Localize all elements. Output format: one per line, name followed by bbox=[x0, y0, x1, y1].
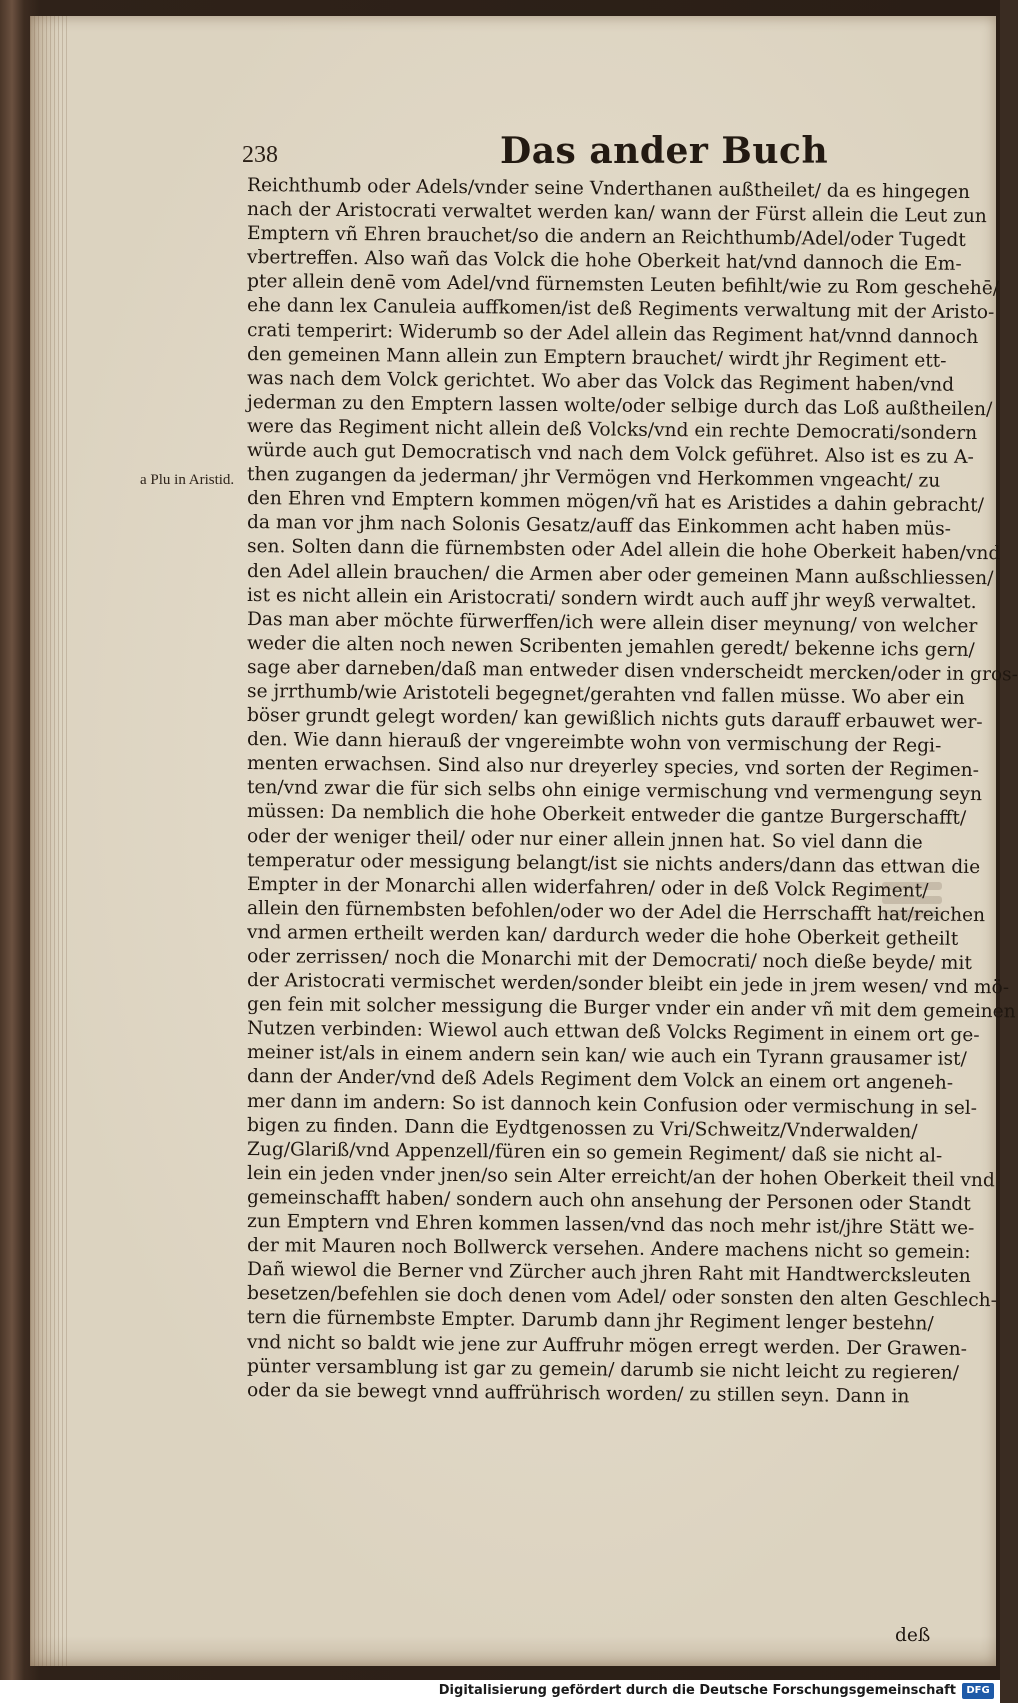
text-line: then zugangen da jederman/ jhr Vermögen vnd Herkommen vngeacht/ zu bbox=[246, 464, 941, 492]
page-header bbox=[230, 118, 920, 178]
text-line: den Ehren vnd Emptern kommen mögen/vñ hat es Aristides a dahin gebracht/ bbox=[246, 488, 985, 517]
text-line: oder zerrissen/ noch die Monarchi mit der Democrati/ noch dieße beyde/ mit bbox=[246, 946, 972, 974]
text-line: tern die fürnembste Empter. Darumb dann jhr Regiment lenger bestehn/ bbox=[246, 1307, 934, 1335]
text-line: der Aristocrati vermischet werden/sonder bleibt ein jede in jrem wesen/ vnd mö- bbox=[246, 970, 1010, 999]
text-line: ehe dann lex Canuleia auffkomen/ist deß Regiments verwaltung mit der Aristo- bbox=[246, 295, 995, 324]
margin-note: a Plu in Aristid. bbox=[140, 472, 235, 488]
text-line: der mit Mauren noch Bollwerck versehen. Andere machens nicht so gemein: bbox=[246, 1235, 971, 1264]
text-line: weder die alten noch newen Scribenten jemahlen geredt/ bekenne ichs gern/ bbox=[246, 632, 975, 661]
text-line: vbertreffen. Also wañ das Volck die hohe Oberkeit hat/vnd dannoch die Em- bbox=[246, 247, 962, 276]
text-line: were das Regiment nicht allein deß Volcks/vnd ein rechte Democrati/sondern bbox=[246, 415, 978, 444]
text-line: crati temperirt: Widerumb so der Adel allein das Regiment hat/vnnd dannoch bbox=[246, 319, 979, 348]
text-line: allein den fürnembsten befohlen/oder wo der Adel die Herrschafft hat/reichen bbox=[246, 897, 986, 926]
text-line: den. Wie dann hierauß der vngereimbte wohn von vermischung der Regi- bbox=[246, 729, 942, 757]
running-head: Das ander Buch bbox=[500, 130, 829, 172]
text-line: jederman zu den Emptern lassen wolte/oder selbige durch das Loß außtheilen/ bbox=[246, 391, 993, 420]
text-line: böser grundt gelegt worden/ kan gewißlich nichts guts darauff erbauwet wer- bbox=[246, 705, 983, 734]
text-line: oder der weniger theil/ oder nur einer allein jnnen hat. So viel dann die bbox=[246, 825, 923, 854]
text-line: Reichthumb oder Adels/vnder seine Vnderthanen außtheilet/ da es hingegen bbox=[246, 175, 970, 203]
text-line: den Adel allein brauchen/ die Armen aber oder gemeinen Mann außschliessen/ bbox=[246, 560, 994, 589]
text-line: Dañ wiewol die Berner vnd Zürcher auch jhren Raht mit Handtwercksleuten bbox=[246, 1259, 971, 1288]
digitization-credit: Digitalisierung gefördert durch die Deutsche Forschungsgemeinschaft bbox=[438, 1683, 956, 1698]
text-line: temperatur oder messigung belangt/ist sie nichts anders/dann das ettwan die bbox=[246, 849, 981, 878]
text-line: se jrrthumb/wie Aristoteli begegnet/gerahten vnd fallen müsse. Wo aber ein bbox=[246, 680, 965, 709]
text-line: Zug/Glariß/vnd Appenzell/füren ein so gemein Regiment/ daß sie nicht al- bbox=[246, 1138, 943, 1167]
footer-bar bbox=[0, 1680, 1000, 1703]
text-line: den gemeinen Mann allein zun Emptern brauchet/ wirdt jhr Regiment ett- bbox=[246, 343, 947, 372]
text-line: gen fein mit solcher messigung die Burger vnder ein ander vñ mit dem gemeinen bbox=[246, 994, 1016, 1023]
text-line: gemeinschafft haben/ sondern auch ohn ansehung der Personen oder Standt bbox=[246, 1186, 971, 1215]
text-line: dann der Ander/vnd deß Adels Regiment dem Volck an einem ort angeneh- bbox=[246, 1066, 954, 1095]
page-edge-strip bbox=[30, 16, 70, 1666]
text-line: Emptern vñ Ehren brauchet/so die andern an Reichthumb/Adel/oder Tugedt bbox=[246, 223, 966, 252]
body-text bbox=[246, 174, 1018, 1408]
text-line: besetzen/befehlen sie doch denen vom Adel/ oder sonsten den alten Geschlech- bbox=[246, 1283, 998, 1312]
text-line: was nach dem Volck gerichtet. Wo aber das Volck das Regiment haben/vnd bbox=[246, 367, 955, 396]
text-line: pter allein denē vom Adel/vnd fürnemsten Leuten befihlt/wie zu Rom geschehē/ bbox=[246, 271, 1000, 300]
page-number: 238 bbox=[242, 142, 278, 168]
text-line: mer dann im andern: So ist dannoch kein Confusion oder vermischung in sel- bbox=[246, 1090, 978, 1119]
text-line: sen. Solten dann die fürnembsten oder Adel allein die hohe Oberkeit haben/vnd bbox=[246, 536, 1001, 565]
text-line: müssen: Da nemblich die hohe Oberkeit entweder die gantze Burgerschafft/ bbox=[246, 801, 967, 830]
text-line: pünter versamblung ist gar zu gemein/ darumb sie nicht leicht zu regieren/ bbox=[246, 1355, 960, 1384]
text-line: würde auch gut Democratisch vnd nach dem Volck geführet. Also ist es zu A- bbox=[246, 440, 974, 469]
text-line: meiner ist/als in einem andern sein kan/ wie auch ein Tyrann grausamer ist/ bbox=[246, 1042, 967, 1071]
text-line: zun Emptern vnd Ehren kommen lassen/vnd das noch mehr ist/jhre Stätt we- bbox=[246, 1211, 975, 1240]
dfg-logo: DFG bbox=[962, 1683, 994, 1699]
text-line: oder da sie bewegt vnnd auffrührisch worden/ zu stillen seyn. Dann in bbox=[246, 1379, 910, 1408]
text-line: ten/vnd zwar die für sich selbs ohn einige vermischung vnd vermengung seyn bbox=[246, 777, 983, 806]
text-line: ist es nicht allein ein Aristocrati/ sondern wirdt auch auff jhr weyß verwaltet. bbox=[246, 584, 977, 613]
catchword: deß bbox=[895, 1625, 931, 1646]
text-line: sage aber darneben/daß man entweder disen vnderscheidt mercken/oder in gros- bbox=[246, 656, 1018, 686]
text-line: Das man aber möchte fürwerffen/ich were allein diser meynung/ von welcher bbox=[246, 608, 978, 637]
text-line: menten erwachsen. Sind also nur dreyerley species, vnd sorten der Regimen- bbox=[246, 753, 980, 782]
text-line: nach der Aristocrati verwaltet werden kan/ wann der Fürst allein die Leut zun bbox=[246, 199, 987, 228]
text-line: Empter in der Monarchi allen widerfahren/ oder in deß Volck Regiment/ bbox=[246, 873, 929, 902]
text-line: da man vor jhm nach Solonis Gesatz/auff das Einkommen acht haben müs- bbox=[246, 512, 952, 541]
text-line: Nutzen verbinden: Wiewol auch ettwan deß Volcks Regiment in einem ort ge- bbox=[246, 1018, 980, 1047]
text-line: bigen zu finden. Dann die Eydtgenossen zu Vri/Schweitz/Vnderwalden/ bbox=[246, 1114, 918, 1143]
text-line: vnd nicht so baldt wie jene zur Auffruhr mögen erregt werden. Der Grawen- bbox=[246, 1331, 968, 1360]
text-line: lein ein jeden vnder jnen/so sein Alter erreicht/an der hohen Oberkeit theil vnd bbox=[246, 1162, 995, 1192]
text-line: vnd armen ertheilt werden kan/ dardurch weder die hohe Oberkeit getheilt bbox=[246, 921, 959, 950]
